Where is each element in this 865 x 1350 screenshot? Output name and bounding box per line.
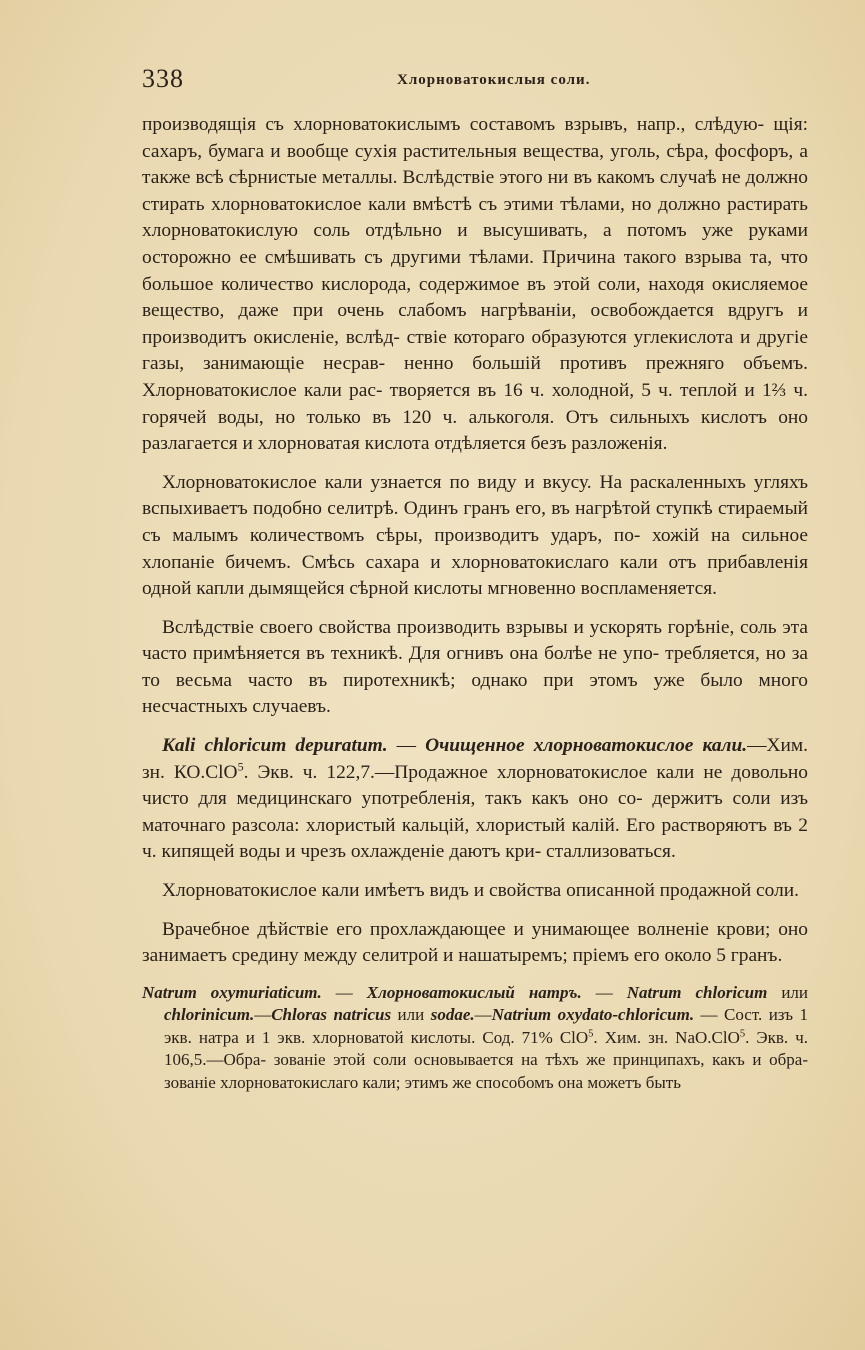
kali-depuratum-entry: [142, 733, 808, 866]
synonym: Natrium oxydato-chloricum.: [491, 1005, 695, 1025]
separator: —: [581, 982, 627, 1002]
latin-name: Natrum oxymuriaticum.: [142, 982, 322, 1002]
synonym: Natrum chloricum: [626, 982, 768, 1002]
formula-text: —Хим. зн. КО.СlО: [142, 735, 808, 783]
running-head: Хлорноватокислыя соли.: [397, 72, 591, 88]
conjunction: или: [391, 1005, 431, 1025]
separator: —: [254, 1005, 272, 1025]
page-header: [142, 64, 812, 104]
page-number: 338: [142, 64, 184, 93]
body-text: [142, 112, 808, 1106]
conjunction: или: [767, 982, 808, 1002]
paragraph: Хлорноватокислое кали узнается по виду и вкусу. На раскаленныхъ угляхъ вспыхиваетъ подобно селитрѣ. Одинъ гранъ его, въ нагрѣтой ступкѣ стираемый съ малымъ количествомъ сѣры, производитъ ударъ, по- хожій на сильное хлопаніе бичемъ. Смѣсь сахара и хлорноватокислаго кали отъ прибавленія одной капли дымящейся сѣрной кислоты мгновенно воспламеняется.: [142, 471, 808, 600]
paragraph: производящія съ хлорноватокислымъ составомъ взрывъ, напр., слѣдую- щія: сахаръ, бумага и вообще сухія растительныя вещества, уголь, сѣра, фосфоръ, а также всѣ сѣрнистые металлы. Вслѣдствіе этого ни въ какомъ случаѣ не должно стирать хлорноватокислое кали вмѣстѣ съ этими тѣлами, но должно растирать хлорноватокислую соль отдѣльно и высушивать, а потомъ уже руками осторожно ее смѣшивать съ другими тѣлами. Причина такого взрыва та, что большое количество кислорода, содержимое въ этой соли, находя окисляемое вещество, даже при очень слабомъ нагрѣваніи, освобождается вдругъ и производитъ окисленіе, вслѣд- ствіе котораго образуются углекислота и другіе газы, занимающіе несрав- ненно большій противъ прежняго объемъ. Хлорноватокислое кали рас- творяется въ 16 ч. холодной, 5 ч. теплой и 1⅔ ч. горячей воды, но только въ 120 ч. алькоголя. Отъ сильныхъ кислотъ оно разлагается и хлорноватая кислота отдѣляется безъ разложенія.: [142, 114, 808, 455]
paragraph: Хлорноватокислое кали имѣетъ видъ и свойства описанной продажной соли.: [162, 880, 799, 902]
russian-name: Хлорноватокислый натръ.: [366, 982, 582, 1002]
entry-text: . Экв. ч. 106,5.—Обра- зованіе этой соли основывается на тѣхъ же принципахъ, какъ и обра- зованіе хлорноватокислаго кали; этимъ же способомъ она можетъ быть: [164, 1027, 808, 1092]
entry-text: — Сост. изъ 1 экв. натра и 1 экв. хлорноватой кислоты. Сод. 71% СlО: [164, 1005, 808, 1047]
entry-text: . Хим. зн. NaO.СlО: [593, 1027, 740, 1047]
formula-superscript: 5: [588, 1028, 594, 1040]
synonym: chlorinicum.: [164, 1005, 255, 1025]
entry-text: . Экв. ч. 122,7.—Продажное хлорноватокислое кали не довольно чисто для медицинскаго употребленія, такъ какъ оно со- держитъ соли изъ маточнаго разсола: хлористый кальцій, хлористый калій. Его растворяютъ въ 2 ч. кипящей воды и чрезъ охлажденіе даютъ кри- сталлизоваться.: [142, 761, 808, 863]
formula-superscript: 5: [237, 759, 244, 774]
synonym: Chloras natricus: [271, 1005, 392, 1025]
synonym: sodae.: [430, 1005, 475, 1025]
separator: —: [387, 735, 426, 757]
formula-superscript: 5: [739, 1028, 746, 1040]
separator: —: [321, 982, 367, 1002]
paragraph: Врачебное дѣйствіе его прохлаждающее и унимающее волненіе крови; оно занимаетъ средину между селитрой и нашатыремъ; пріемъ его около 5 гранъ.: [142, 918, 808, 967]
natrum-entry: [142, 982, 808, 1095]
russian-name: Очищенное хлорноватокислое кали.: [425, 735, 748, 757]
paragraph: Вслѣдствіе своего свойства производить взрывы и ускорять горѣніе, соль эта часто примѣняется въ техникѣ. Для огнивъ она болѣе не упо- требляется, но за то весьма часто въ пиротехникѣ; однако при этомъ уже было много несчастныхъ случаевъ.: [142, 616, 808, 718]
latin-name: Kali chloricum depuratum.: [162, 735, 388, 757]
separator: —: [474, 1005, 492, 1025]
